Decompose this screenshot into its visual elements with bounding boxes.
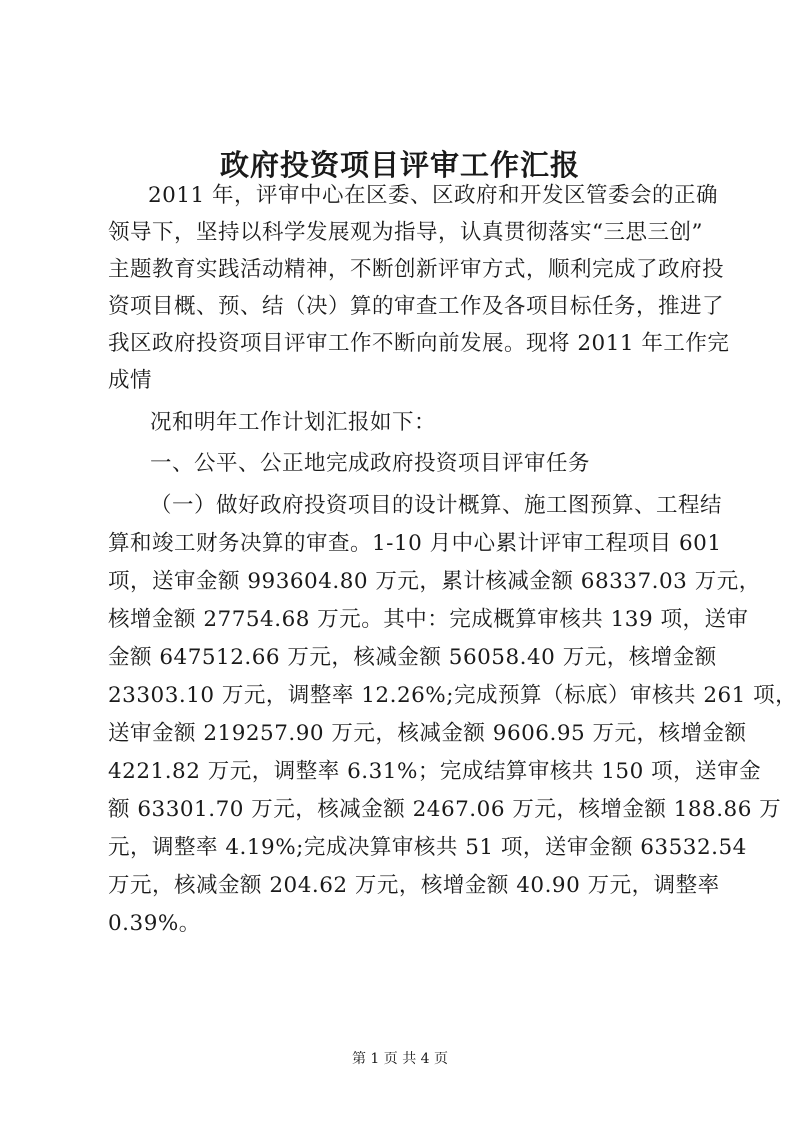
paragraph-line: 0.39%。 [108, 911, 201, 936]
document-title: 政府投资项目评审工作汇报 [219, 148, 580, 182]
paragraph-line: 我区政府投资项目评审工作不断向前发展。现将 2011 年工作完 [108, 331, 730, 356]
paragraph-line: 2011 年，评审中心在区委、区政府和开发区管委会的正确 [148, 183, 719, 208]
paragraph-line: 算和竣工财务决算的审查。1-10 月中心累计评审工程项目 601 [108, 531, 722, 556]
paragraph-line: 23303.10 万元，调整率 12.26%;完成预算（标底）审核共 261 项， [108, 683, 798, 708]
paragraph-line: 况和明年工作计划汇报如下： [150, 410, 437, 435]
paragraph-line: 主题教育实践活动精神，不断创新评审方式，顺利完成了政府投 [108, 257, 725, 282]
paragraph-line: 元，调整率 4.19%;完成决算审核共 51 项，送审金额 63532.54 [108, 835, 747, 860]
paragraph-line: 资项目概、预、结（决）算的审查工作及各项目标任务，推进了 [108, 294, 725, 319]
paragraph-line: 金额 647512.66 万元，核减金额 56058.40 万元，核增金额 [108, 645, 717, 670]
paragraph-line: （一）做好政府投资项目的设计概算、施工图预算、工程结 [150, 493, 723, 518]
paragraph-line: 领导下，坚持以科学发展观为指导，认真贯彻落实“三思三创” [108, 220, 703, 245]
page-indicator: 第 1 页 共 4 页 [351, 1051, 449, 1067]
paragraph-line: 4221.82 万元，调整率 6.31%；完成结算审核共 150 项，送审金 [108, 759, 762, 784]
paragraph-line: 送审金额 219257.90 万元，核减金额 9606.95 万元，核增金额 [108, 721, 747, 746]
section-heading: 一、公平、公正地完成政府投资项目评审任务 [150, 451, 591, 476]
paragraph-line: 成情 [108, 368, 153, 393]
paragraph-line: 核增金额 27754.68 万元。其中：完成概算审核共 139 项，送审 [108, 607, 749, 632]
paragraph-line: 额 63301.70 万元，核减金额 2467.06 万元，核增金额 188.86 万 [108, 797, 782, 822]
paragraph-line: 万元，核减金额 204.62 万元，核增金额 40.90 万元，调整率 [108, 873, 720, 898]
paragraph-line: 项，送审金额 993604.80 万元，累计核减金额 68337.03 万元， [108, 569, 761, 594]
